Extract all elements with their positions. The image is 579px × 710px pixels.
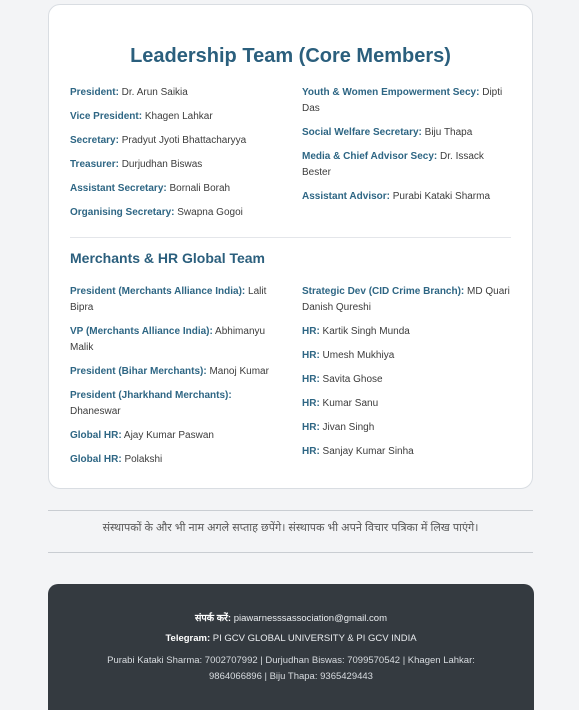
member-name: Dr. Issack Bester bbox=[302, 151, 484, 178]
merchants-title: Merchants & HR Global Team bbox=[70, 250, 266, 266]
email-address[interactable]: piawarnesssassociation@gmail.com bbox=[231, 613, 387, 624]
member-row bbox=[302, 85, 514, 117]
member-role: VP (Merchants Alliance India): bbox=[70, 326, 213, 337]
member-name: Abhimanyu Malik bbox=[70, 326, 266, 353]
member-row bbox=[70, 109, 285, 125]
member-name: Pradyut Jyoti Bhattacharyya bbox=[118, 135, 247, 146]
leadership-left-column bbox=[70, 85, 285, 229]
member-role: Global HR: bbox=[70, 454, 122, 465]
member-name: Bornali Borah bbox=[166, 183, 231, 194]
member-name: Swapna Gogoi bbox=[174, 207, 243, 218]
member-name: Manoj Kumar bbox=[206, 366, 269, 377]
telegram-line bbox=[48, 633, 534, 644]
contact-footer bbox=[48, 584, 534, 710]
member-role: HR: bbox=[302, 326, 320, 337]
member-role: HR: bbox=[302, 350, 320, 361]
member-role: President: bbox=[70, 87, 119, 98]
member-role: Social Welfare Secretary: bbox=[302, 127, 422, 138]
notice-top-rule bbox=[48, 510, 533, 511]
member-row bbox=[302, 444, 514, 460]
member-role: HR: bbox=[302, 398, 320, 409]
member-role: HR: bbox=[302, 446, 320, 457]
member-name: Purabi Kataki Sharma bbox=[389, 191, 491, 202]
member-role: Secretary: bbox=[70, 135, 119, 146]
telegram-label: Telegram: bbox=[165, 633, 211, 644]
member-role: Assistant Secretary: bbox=[70, 183, 167, 194]
member-name: Kumar Sanu bbox=[319, 398, 379, 409]
member-name: Jivan Singh bbox=[319, 422, 375, 433]
member-role: HR: bbox=[302, 374, 320, 385]
member-role: Treasurer: bbox=[70, 159, 119, 170]
founders-notice: संस्थापकों के और भी नाम अगले सप्ताह छपेंगे। संस्थापक भी अपने विचार पत्रिका में लिख पाएंगे। bbox=[102, 522, 479, 534]
member-name: Polakshi bbox=[121, 454, 163, 465]
telegram-channel: PI GCV GLOBAL UNIVERSITY & PI GCV INDIA bbox=[210, 633, 417, 644]
member-row bbox=[70, 324, 285, 356]
member-name: Dipti Das bbox=[302, 87, 503, 114]
member-row bbox=[302, 324, 514, 340]
team-card bbox=[48, 4, 533, 489]
member-role: Organising Secretary: bbox=[70, 207, 175, 218]
member-row bbox=[70, 428, 285, 444]
leadership-right-column bbox=[302, 85, 514, 213]
section-divider bbox=[70, 237, 511, 238]
member-row bbox=[70, 133, 285, 149]
member-row bbox=[70, 205, 285, 221]
member-name: Durjudhan Biswas bbox=[118, 159, 203, 170]
member-name: Savita Ghose bbox=[319, 374, 383, 385]
member-name: Ajay Kumar Paswan bbox=[121, 430, 214, 441]
member-row bbox=[70, 452, 285, 468]
member-name: Umesh Mukhiya bbox=[319, 350, 395, 361]
member-row bbox=[302, 149, 514, 181]
member-row bbox=[302, 189, 514, 205]
member-name: MD Quari Danish Qureshi bbox=[302, 286, 510, 313]
member-role: Vice President: bbox=[70, 111, 143, 122]
member-row bbox=[70, 284, 285, 316]
merchants-left-column bbox=[70, 284, 285, 476]
member-row bbox=[70, 364, 285, 380]
member-row bbox=[302, 420, 514, 436]
member-name: Biju Thapa bbox=[421, 127, 473, 138]
member-role: Strategic Dev (CID Crime Branch): bbox=[302, 286, 465, 297]
member-role: HR: bbox=[302, 422, 320, 433]
member-row bbox=[302, 372, 514, 388]
member-role: President (Bihar Merchants): bbox=[70, 366, 207, 377]
notice-bottom-rule bbox=[48, 552, 533, 553]
leadership-title: Leadership Team (Core Members) bbox=[130, 45, 451, 67]
member-name: Dr. Arun Saikia bbox=[118, 87, 188, 98]
member-name: Sanjay Kumar Sinha bbox=[319, 446, 414, 457]
member-role: President (Merchants Alliance India): bbox=[70, 286, 246, 297]
member-role: Media & Chief Advisor Secy: bbox=[302, 151, 438, 162]
member-row bbox=[70, 157, 285, 173]
member-row bbox=[70, 181, 285, 197]
member-row bbox=[302, 284, 514, 316]
email-line bbox=[48, 611, 534, 624]
phone-contacts: Purabi Kataki Sharma: 7002707992 | Durjudhan Biswas: 7099570542 | Khagen Lahkar: 9864066896 | Biju Thapa: 9365429443 bbox=[107, 655, 475, 682]
email-label: संपर्क करें: bbox=[194, 613, 232, 624]
member-role: Assistant Advisor: bbox=[302, 191, 390, 202]
member-row bbox=[302, 396, 514, 412]
member-role: Global HR: bbox=[70, 430, 122, 441]
member-row bbox=[70, 388, 285, 420]
member-row bbox=[302, 348, 514, 364]
member-role: President (Jharkhand Merchants): bbox=[70, 390, 232, 401]
member-row bbox=[70, 85, 285, 101]
member-name: Dhaneswar bbox=[70, 406, 121, 417]
member-row bbox=[302, 125, 514, 141]
member-role: Youth & Women Empowerment Secy: bbox=[302, 87, 480, 98]
member-name: Khagen Lahkar bbox=[142, 111, 213, 122]
member-name: Lalit Bipra bbox=[70, 286, 267, 313]
member-name: Kartik Singh Munda bbox=[319, 326, 410, 337]
merchants-right-column bbox=[302, 284, 514, 468]
